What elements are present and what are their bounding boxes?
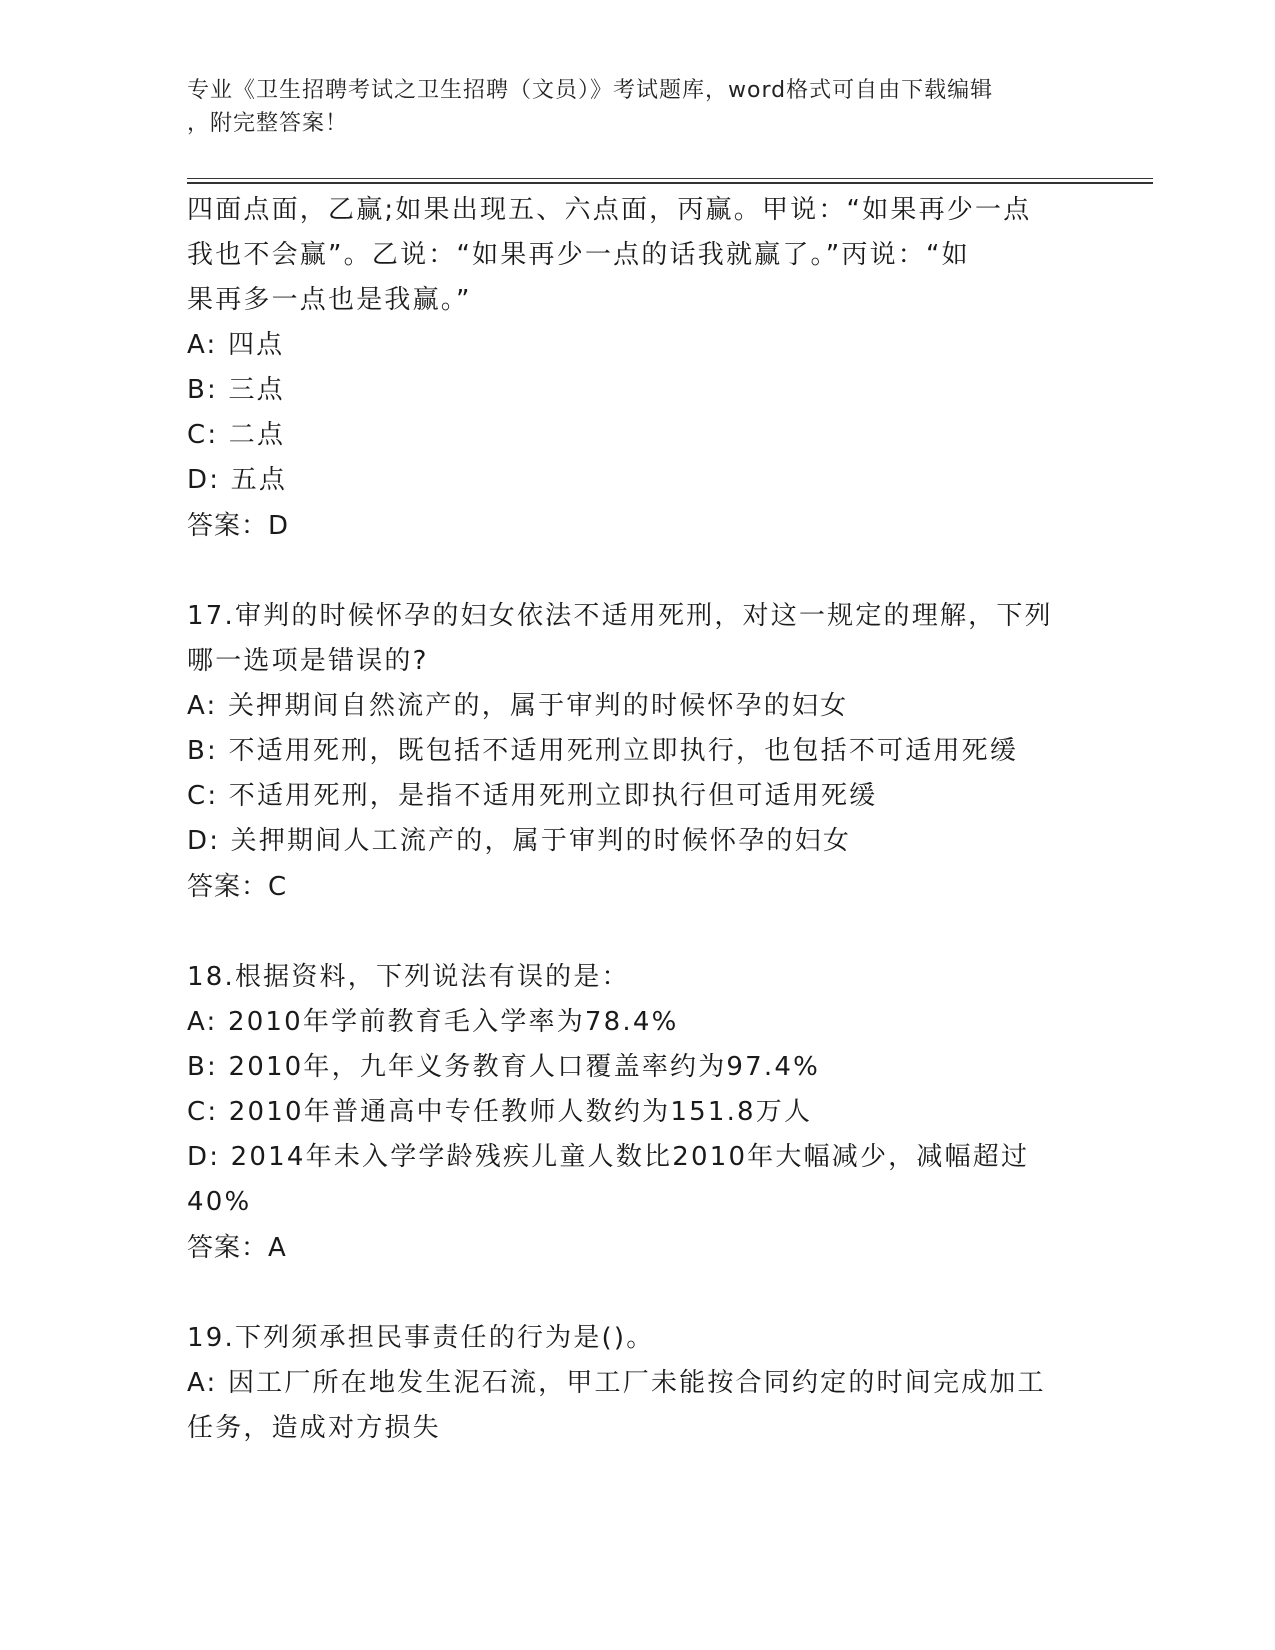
option-b: B: 三点 [187, 375, 285, 405]
question-stem-line: 我也不会赢”。乙说：“如果再少一点的话我就赢了。”丙说：“如 [187, 240, 970, 270]
option-a: A: 因工厂所在地发生泥石流，甲工厂未能按合同约定的时间完成加工 [187, 1368, 1046, 1398]
answer-line: 答案：D [187, 511, 290, 541]
header-line-2: ，附完整答案！ [187, 111, 349, 136]
option-c: C: 不适用死刑，是指不适用死刑立即执行但可适用死缓 [187, 781, 878, 811]
option-c: C: 2010年普通高中专任教师人数约为151.8万人 [187, 1097, 813, 1127]
option-c: C: 二点 [187, 420, 286, 450]
spacer [187, 549, 1087, 594]
header-divider-thin [187, 178, 1153, 179]
question-stem-line: 哪一选项是错误的? [187, 646, 429, 676]
question-16 [187, 188, 1087, 549]
spacer [187, 1271, 1087, 1316]
question-18 [187, 955, 1087, 1271]
question-17 [187, 594, 1087, 910]
option-b: B: 2010年，九年义务教育人口覆盖率约为97.4% [187, 1052, 821, 1082]
question-stem-line: 19.下列须承担民事责任的行为是()。 [187, 1323, 655, 1353]
question-stem-line: 四面点面，乙赢;如果出现五、六点面，丙赢。甲说：“如果再少一点 [187, 195, 1032, 225]
answer-line: 答案：A [187, 1233, 287, 1263]
header-line-1: 专业《卫生招聘考试之卫生招聘（文员）》考试题库，word格式可自由下载编辑 [187, 78, 994, 103]
option-b: B: 不适用死刑，既包括不适用死刑立即执行，也包括不可适用死缓 [187, 736, 1019, 766]
question-stem-line: 18.根据资料，下列说法有误的是： [187, 962, 630, 992]
option-d-continued: 40% [187, 1187, 252, 1217]
question-content [187, 188, 1087, 1451]
option-a-continued: 任务，造成对方损失 [187, 1413, 441, 1443]
option-a: A: 2010年学前教育毛入学率为78.4% [187, 1007, 679, 1037]
document-header [187, 74, 1067, 140]
spacer [187, 910, 1087, 955]
question-stem-line: 果再多一点也是我赢。” [187, 285, 472, 315]
option-d: D: 2014年未入学学龄残疾儿童人数比2010年大幅减少，减幅超过 [187, 1142, 1030, 1172]
header-divider-thick [187, 182, 1153, 184]
option-d: D: 关押期间人工流产的，属于审判的时候怀孕的妇女 [187, 826, 852, 856]
option-a: A: 关押期间自然流产的，属于审判的时候怀孕的妇女 [187, 691, 849, 721]
answer-line: 答案：C [187, 872, 288, 902]
question-19 [187, 1316, 1087, 1451]
option-d: D: 五点 [187, 465, 288, 495]
option-a: A: 四点 [187, 330, 285, 360]
question-stem-line: 17.审判的时候怀孕的妇女依法不适用死刑，对这一规定的理解，下列 [187, 601, 1053, 631]
